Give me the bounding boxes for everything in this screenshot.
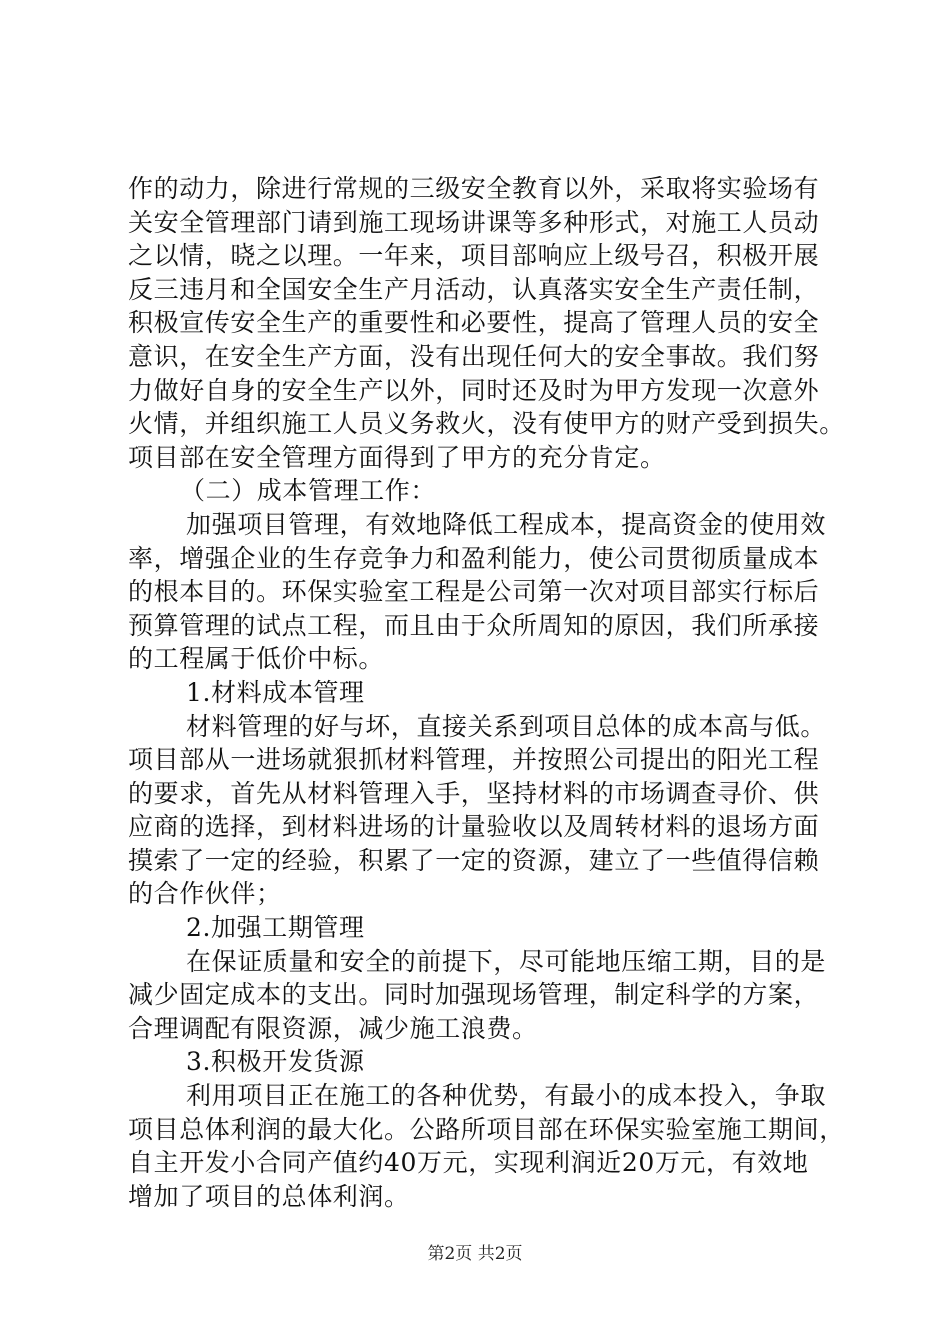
text-line: 的根本目的。环保实验室工程是公司第一次对项目部实行标后 [128, 577, 820, 607]
text-line: 项目部从一进场就狠抓材料管理，并按照公司提出的阳光工程 [128, 745, 820, 775]
text-line: 合理调配有限资源，减少施工浪费。 [128, 1013, 538, 1043]
text-line: 火情，并组织施工人员义务救火，没有使甲方的财产受到损失。 [128, 409, 845, 439]
text-line: 应商的选择，到材料进场的计量验收以及周转材料的退场方面 [128, 812, 820, 842]
text-line: 关安全管理部门请到施工现场讲课等多种形式，对施工人员动 [128, 207, 820, 237]
text-line: 材料管理的好与坏，直接关系到项目总体的成本高与低。 [186, 711, 827, 741]
text-line: 项目总体利润的最大化。公路所项目部在环保实验室施工期间， [128, 1114, 845, 1144]
text-line: 意识，在安全生产方面，没有出现任何大的安全事故。我们努 [128, 341, 820, 371]
text-line: 2.加强工期管理 [186, 913, 365, 943]
text-line: 摸索了一定的经验，积累了一定的资源，建立了一些值得信赖 [128, 845, 820, 875]
text-line: （二）成本管理工作： [180, 476, 437, 506]
text-line: 的要求，首先从材料管理入手，坚持材料的市场调查寻价、供 [128, 778, 820, 808]
text-line: 力做好自身的安全生产以外，同时还及时为甲方发现一次意外 [128, 375, 820, 405]
page-footer [0, 1243, 950, 1265]
text-line: 预算管理的试点工程，而且由于众所周知的原因，我们所承接 [128, 610, 820, 640]
document-body [128, 172, 848, 1213]
text-line: 作的动力，除进行常规的三级安全教育以外，采取将实验场有 [128, 174, 820, 203]
text-line: 自主开发小合同产值约40万元，实现利润近20万元，有效地 [128, 1148, 809, 1178]
text-line: 的合作伙伴； [128, 879, 282, 909]
text-line: 减少固定成本的支出。同时加强现场管理，制定科学的方案， [128, 980, 820, 1010]
text-line: 之以情，晓之以理。一年来，项目部响应上级号召，积极开展 [128, 241, 820, 271]
text-line: 积极宣传安全生产的重要性和必要性，提高了管理人员的安全 [128, 308, 820, 338]
text-line: 3.积极开发货源 [186, 1047, 365, 1077]
text-line: 的工程属于低价中标。 [128, 644, 385, 674]
text-line: 1.材料成本管理 [186, 677, 365, 707]
page-number-label: 第2页 共2页 [427, 1244, 523, 1264]
text-line: 项目部在安全管理方面得到了甲方的充分肯定。 [128, 442, 666, 472]
text-line: 加强项目管理，有效地降低工程成本，提高资金的使用效 [186, 509, 827, 539]
text-line: 在保证质量和安全的前提下，尽可能地压缩工期，目的是 [186, 946, 827, 976]
text-line: 率，增强企业的生存竞争力和盈利能力，使公司贯彻质量成本 [128, 543, 820, 573]
text-line: 增加了项目的总体利润。 [128, 1181, 410, 1211]
text-line: 利用项目正在施工的各种优势，有最小的成本投入，争取 [186, 1081, 827, 1111]
text-line: 反三违月和全国安全生产月活动，认真落实安全生产责任制， [128, 274, 820, 304]
